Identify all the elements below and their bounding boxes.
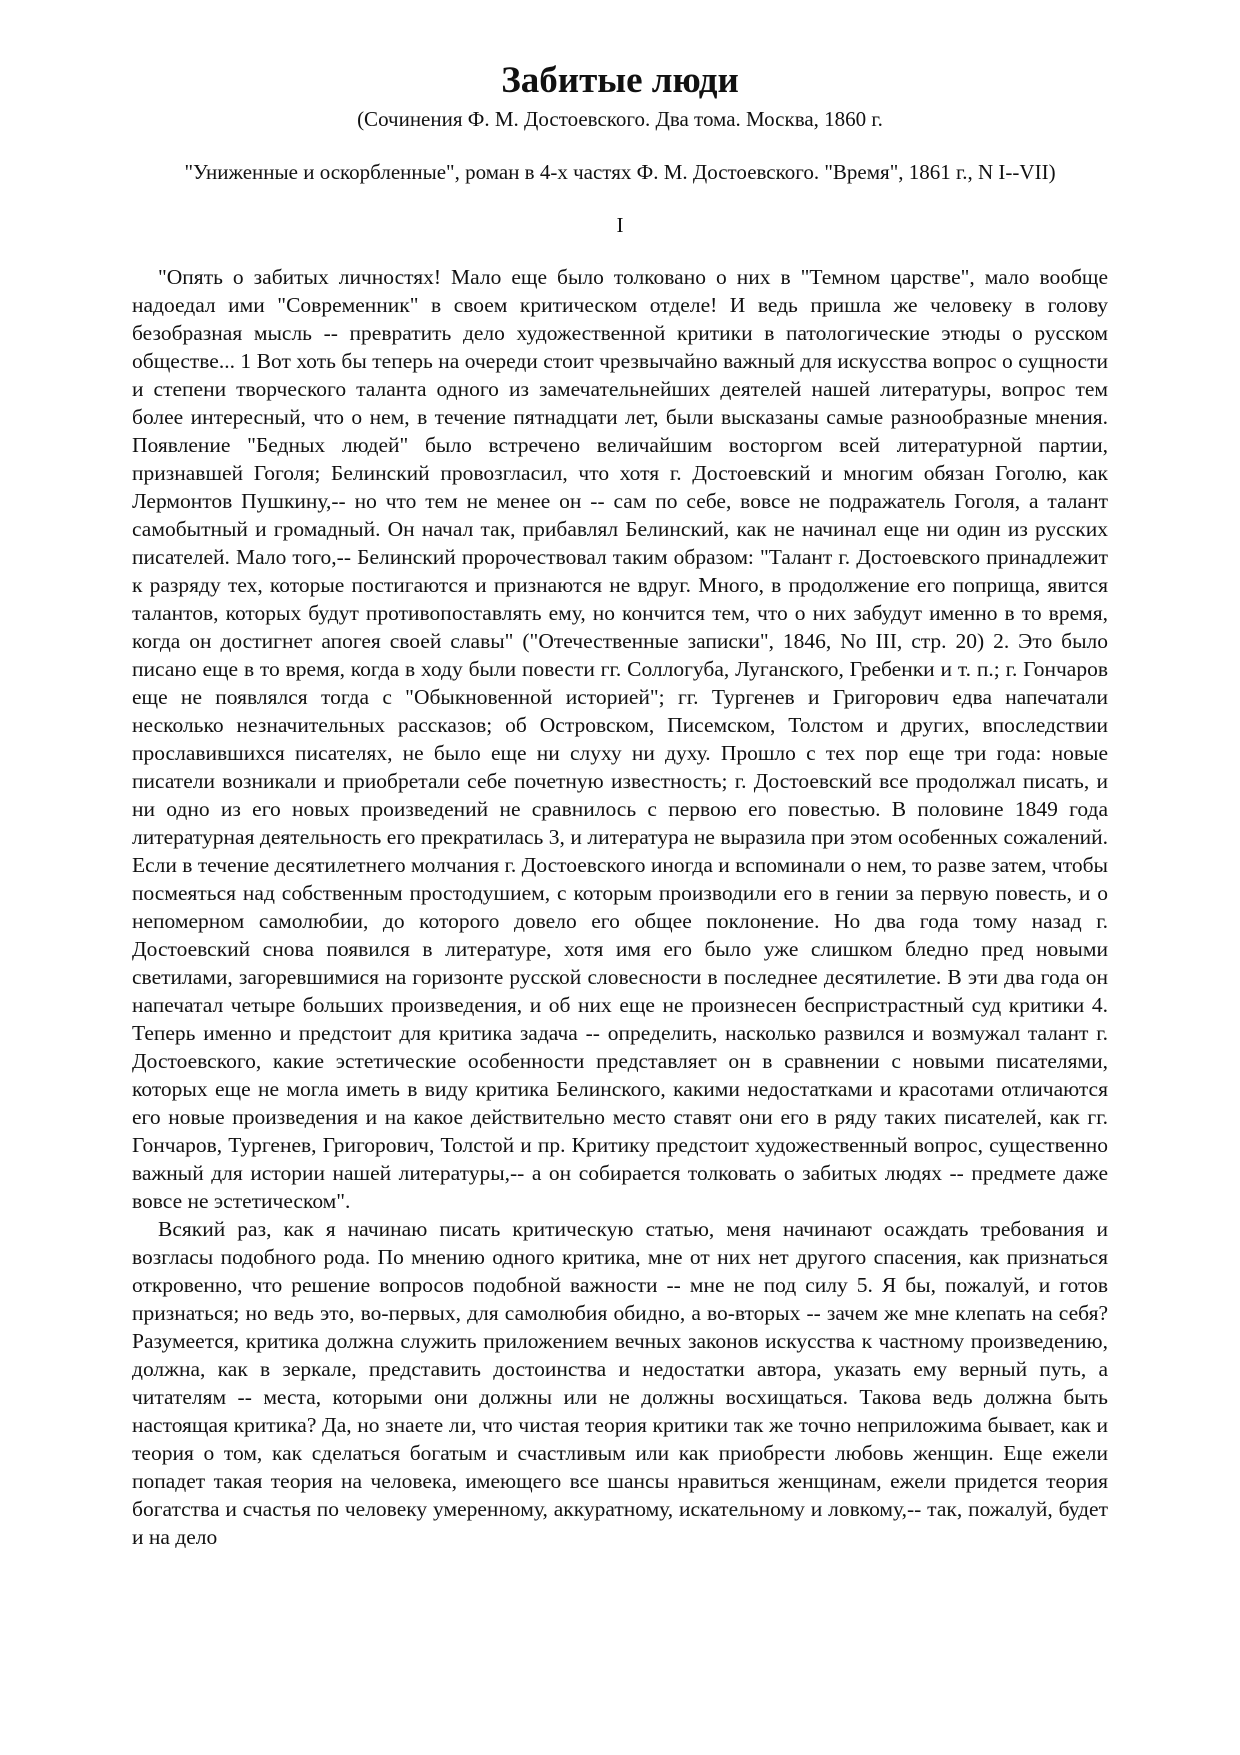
document-body: [132, 263, 1108, 1551]
paragraph: Всякий раз, как я начинаю писать критическую статью, меня начинают осаждать требования и возгласы подобного рода. По мнению одного критика, мне от них нет другого спасения, как признаться откровенно, что решение вопросов подобной важности -- мне не под силу 5. Я бы, пожалуй, и готов признаться; но ведь это, во-первых, для самолюбия обидно, а во-вторых -- зачем же мне клепать на себя? Разумеется, критика должна служить приложением вечных законов искусства к частному произведению, должна, как в зеркале, представить достоинства и недостатки автора, указать ему верный путь, а читателям -- места, которыми они должны или не должны восхищаться. Такова ведь должна быть настоящая критика? Да, но знаете ли, что чистая теория критики так же точно неприложима бывает, как и теория о том, как сделаться богатым и счастливым или как приобрести любовь женщин. Еще ежели попадет такая теория на человека, имеющего все шансы нравиться женщинам, ежели придется теория богатства и счастья по человеку умеренному, аккуратному, искательному и ловкому,-- так, пожалуй, будет и на дело: [132, 1217, 1108, 1549]
section-number: I: [616, 213, 624, 237]
paragraph: "Опять о забитых личностях! Мало еще было толковано о них в "Темном царстве", мало вообще надоедал ими "Современник" в своем критическом отделе! И ведь пришла же человеку в голову безобразная мысль -- превратить дело художественной критики в патологические этюды о русском обществе... 1 Вот хоть бы теперь на очереди стоит чрезвычайно важный для искусства вопрос о сущности и степени творческого таланта одного из замечательнейших деятелей нашей литературы, вопрос тем более интересный, что о нем, в течение пятнадцати лет, были высказаны самые разнообразные мнения. Появление "Бедных людей" было встречено величайшим восторгом всей литературной партии, признавшей Гоголя; Белинский провозгласил, что хотя г. Достоевский и многим обязан Гоголю, как Лермонтов Пушкину,-- но что тем не менее он -- сам по себе, вовсе не подражатель Гоголя, а талант самобытный и громадный. Он начал так, прибавлял Белинский, как не начинал еще ни один из русских писателей. Мало того,-- Белинский пророчествовал таким образом: "Талант г. Достоевского принадлежит к разряду тех, которые постигаются и признаются не вдруг. Много, в продолжение его поприща, явится талантов, которых будут противопоставлять ему, но кончится тем, что о них забудут именно в то время, когда он достигнет апогея своей славы" ("Отечественные записки", 1846, No III, стр. 20) 2. Это было писано еще в то время, когда в ходу были повести гг. Соллогуба, Луганского, Гребенки и т. п.; г. Гончаров еще не появлялся тогда с "Обыкновенной историей"; гг. Тургенев и Григорович едва напечатали несколько незначительных рассказов; об Островском, Писемском, Толстом и других, впоследствии прославившихся писателях, не было еще ни слуху ни духу. Прошло с тех пор еще три года: новые писатели возникали и приобретали себе почетную известность; г. Достоевский все продолжал писать, и ни одно из его новых произведений не сравнилось с первою его повестью. В половине 1849 года литературная деятельность его прекратилась 3, и литература не выразила при этом особенных сожалений. Если в течение десятилетнего молчания г. Достоевского иногда и вспоминали о нем, то разве затем, чтобы посмеяться над собственным простодушием, с которым производили его в гении за первую повесть, и о непомерном самолюбии, до которого довело его общее поклонение. Но два года тому назад г. Достоевский снова появился в литературе, хотя имя его было уже слишком бледно пред новыми светилами, загоревшимися на горизонте русской словесности в последнее десятилетие. В эти два года он напечатал четыре больших произведения, и об них еще не произнесен беспристрастный суд критики 4. Теперь именно и предстоит для критика задача -- определить, насколько развился и возмужал талант г. Достоевского, какие эстетические особенности представляет он в сравнении с новыми писателями, которых еще не могла иметь в виду критика Белинского, какими недостатками и красотами отличаются его новые произведения и на какое действительно место ставят они его в ряду таких писателей, как гг. Гончаров, Тургенев, Григорович, Толстой и пр. Критику предстоит художественный вопрос, существенно важный для истории нашей литературы,-- а он собирается толковать о забитых людях -- предмете даже вовсе не эстетическом".: [132, 265, 1108, 1213]
document-title: Забитые люди: [501, 60, 739, 101]
document-subtitle: (Сочинения Ф. М. Достоевского. Два тома. Москва, 1860 г.: [357, 107, 883, 131]
document-source-note: "Униженные и оскорбленные", роман в 4-х частях Ф. М. Достоевского. "Время", 1861 г., N I--VII): [184, 160, 1056, 184]
